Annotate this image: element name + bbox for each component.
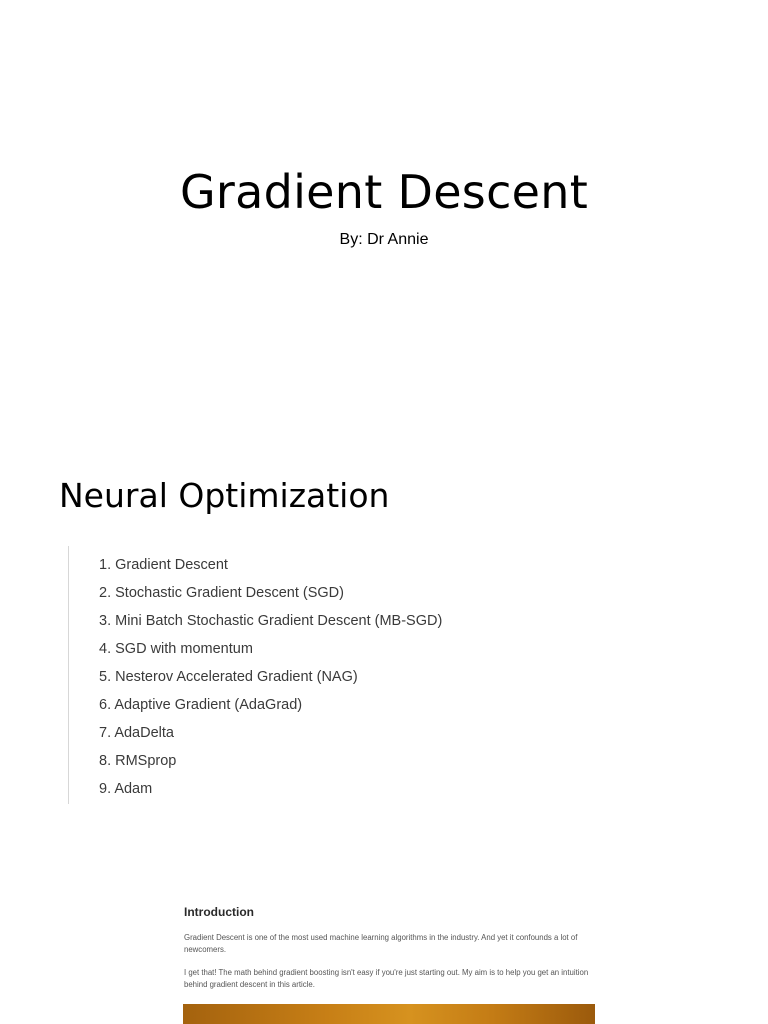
- list-item: 3. Mini Batch Stochastic Gradient Descent (MB-SGD): [99, 613, 443, 629]
- section-heading: Neural Optimization: [59, 476, 390, 515]
- slide-title: Gradient Descent: [179, 165, 589, 219]
- list-item: 6. Adaptive Gradient (AdaGrad): [99, 697, 303, 713]
- slide-author: By: Dr Annie: [339, 231, 429, 248]
- list-item: 4. SGD with momentum: [99, 641, 253, 657]
- intro-screenshot: [183, 900, 595, 1024]
- list-item: 2. Stochastic Gradient Descent (SGD): [99, 585, 344, 601]
- list-item: 1. Gradient Descent: [99, 557, 228, 573]
- list-item: 7. AdaDelta: [99, 725, 174, 741]
- optimizer-list: [68, 546, 489, 804]
- intro-paragraph: I get that! The math behind gradient boosting isn't easy if you're just starting out. My aim is to help you get an intuition behind gradient descent in this article.: [184, 968, 589, 989]
- list-item: 5. Nesterov Accelerated Gradient (NAG): [99, 669, 358, 685]
- list-item: 8. RMSprop: [99, 753, 177, 769]
- list-item: 9. Adam: [99, 781, 153, 797]
- intro-banner-image: [183, 1004, 595, 1024]
- intro-title: Introduction: [184, 905, 254, 919]
- intro-paragraph: Gradient Descent is one of the most used machine learning algorithms in the industry. And yet it confounds a lot of newcomers.: [184, 933, 578, 954]
